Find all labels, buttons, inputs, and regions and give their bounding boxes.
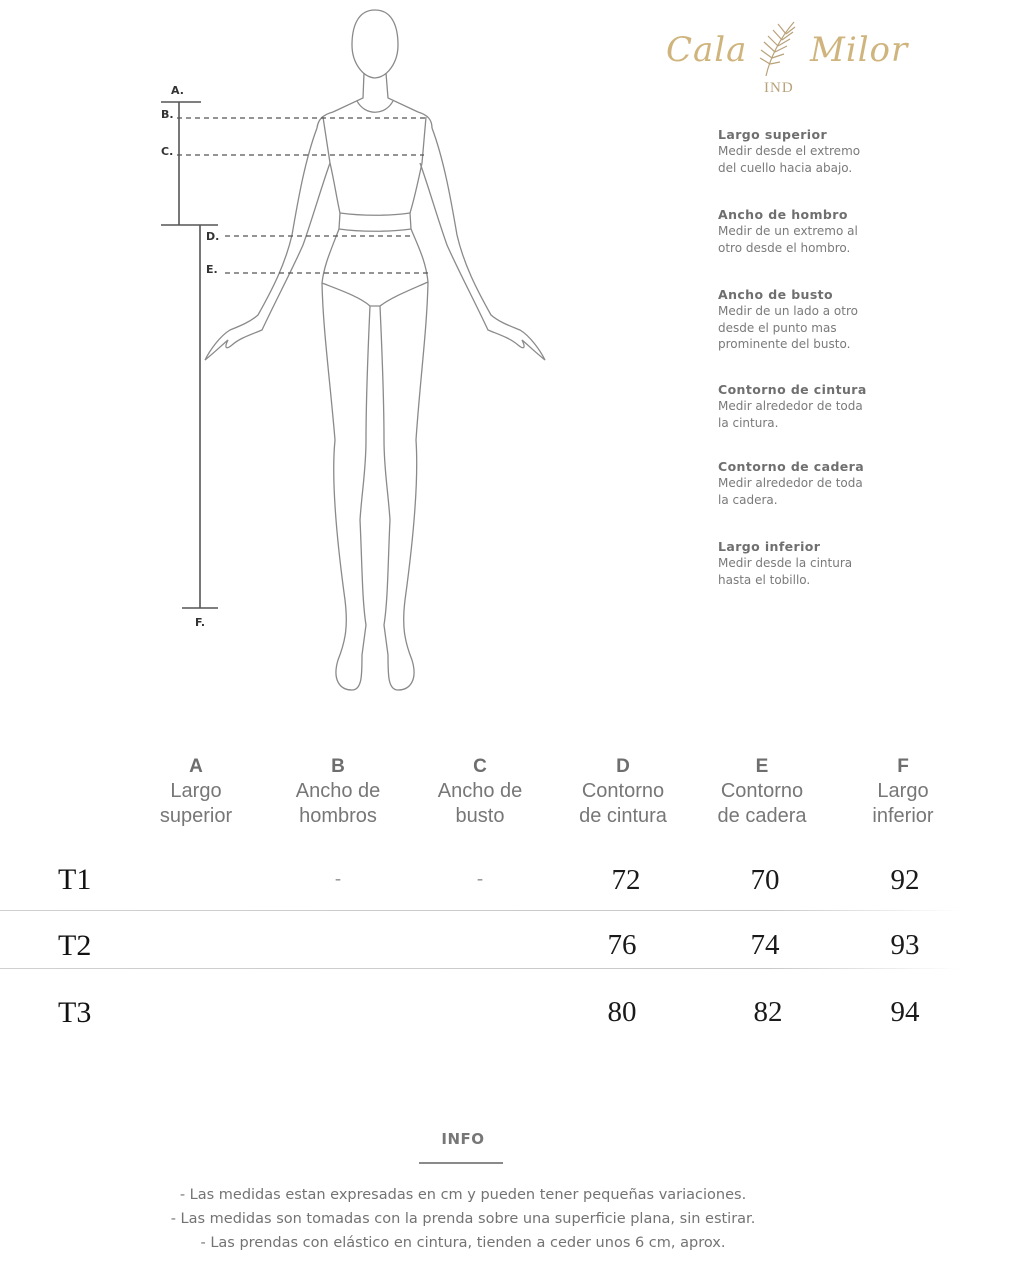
brand-name-right: Milor [810,30,909,70]
cell-c: - [477,868,483,888]
column-name: Contorno [581,780,665,802]
info-line: - Las prendas con elástico en cintura, tienden a ceder unos 6 cm, aprox. [200,1235,726,1251]
info-title: INFO [441,1130,485,1148]
palm-leaf-icon [756,18,800,78]
column-letter: A [189,756,203,777]
cell-e: 70 [750,864,780,896]
brand-sub: IND [764,80,794,96]
legend-desc: Medir desde la cintura [718,556,853,570]
legend-desc: Medir de un extremo al [718,224,858,238]
marker-f: F. [195,616,206,629]
marker-e: E. [206,263,218,276]
column-name: Contorno [720,780,804,802]
marker-c: C. [161,145,174,158]
legend-desc: Medir desde el extremo [718,144,861,158]
size-label: T3 [58,996,92,1029]
legend-desc: Medir alrededor de toda [718,476,863,490]
column-name: Ancho de [295,780,381,802]
column-header-b [268,755,408,829]
measure-bars [161,102,218,608]
legend-item-contorno-cintura [718,382,918,459]
cell-e: 74 [750,929,780,961]
marker-d: D. [206,230,220,243]
column-name: superior [159,805,233,827]
info-line: - Las medidas son tomadas con la prenda sobre una superficie plana, sin estirar. [170,1211,756,1227]
info-divider [419,1162,503,1164]
column-name: de cadera [717,805,807,827]
brand-name-left: Cala [666,30,748,70]
hip-outline [322,229,428,283]
column-name: Largo [877,780,929,802]
measure-dashes [177,118,428,273]
cell-e: 82 [753,996,783,1028]
column-header-a [126,755,266,829]
column-header-c [410,755,550,829]
legend-desc: prominente del busto. [718,337,851,351]
marker-b: B. [161,108,174,121]
column-header-d [553,755,693,829]
column-name: busto [455,805,505,827]
legend-desc: desde el punto mas [718,320,837,335]
legend-item-largo-superior [718,127,918,207]
legend-desc: la cintura. [718,415,779,430]
column-letter: C [473,756,487,777]
legend-item-ancho-hombro [718,207,918,287]
legend-desc: Medir de un lado a otro [718,304,858,318]
column-name: hombros [299,805,377,827]
column-header-e [692,755,832,829]
waistband-outline [339,213,411,231]
cell-b: - [335,868,341,888]
legend-desc: otro desde el hombro. [718,240,851,255]
info-notes [0,1183,926,1255]
legend-desc: hasta el tobillo. [718,572,811,587]
torso-outline [317,112,432,128]
cell-f: 92 [890,864,920,896]
legend-title: Ancho de busto [718,287,834,302]
right-arm-outline [420,128,545,360]
column-letter: B [331,756,345,777]
legend-item-ancho-busto [718,287,918,382]
column-name: Ancho de [437,780,523,802]
legend-item-largo-inferior [718,539,918,619]
legend-title: Largo superior [718,127,828,142]
column-name: de cintura [579,805,667,827]
left-arm-outline [205,128,330,360]
info-line: - Las medidas estan expresadas en cm y pueden tener pequeñas variaciones. [179,1187,747,1203]
cell-d: 72 [611,864,641,896]
cell-f: 94 [890,996,920,1028]
head-outline [352,10,398,78]
legend-item-contorno-cadera [718,459,918,539]
size-label: T1 [58,863,92,896]
row-divider [0,910,960,911]
legend-title: Largo inferior [718,539,821,554]
legend-desc: del cuello hacia abajo. [718,160,853,175]
legend-desc: Medir alrededor de toda [718,399,863,413]
column-letter: E [755,756,769,777]
column-letter: D [616,756,630,777]
cell-d: 80 [607,996,637,1028]
neck-outline [333,73,418,112]
legend-title: Ancho de hombro [718,207,848,222]
legend-title: Contorno de cintura [718,382,867,397]
legend-title: Contorno de cadera [718,459,865,474]
row-divider [0,968,960,969]
legend-desc: la cadera. [718,492,778,507]
column-header-f [833,755,973,829]
measurement-legend [718,127,918,619]
cell-d: 76 [607,929,637,961]
body-silhouette [205,10,545,690]
column-name: Largo [170,780,222,802]
marker-a: A. [171,84,184,97]
legs-outline [322,283,370,690]
cell-f: 93 [890,929,920,961]
column-letter: F [897,756,909,777]
brand-logo [660,18,930,100]
column-name: inferior [872,805,934,827]
size-label: T2 [58,929,92,962]
